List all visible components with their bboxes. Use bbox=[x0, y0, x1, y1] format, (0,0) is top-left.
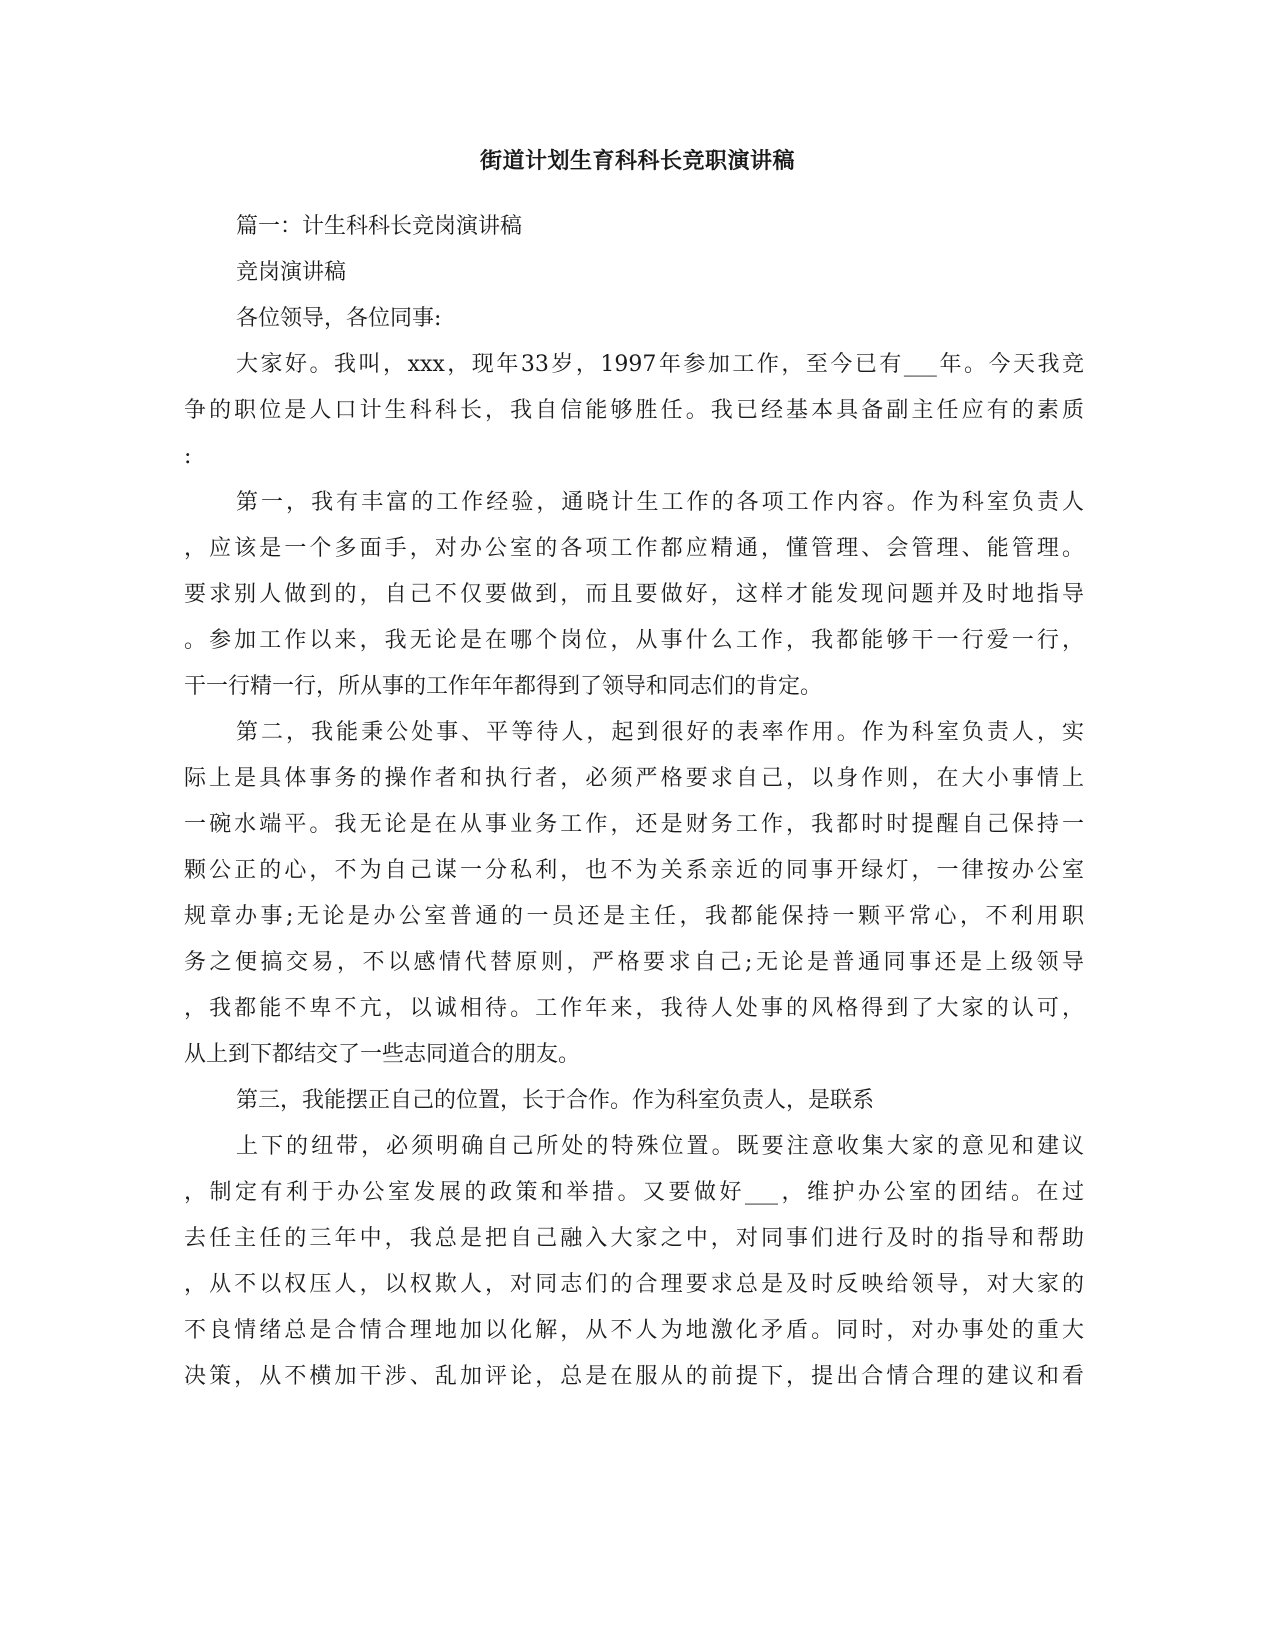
text-line: 。参加工作以来，我无论是在哪个岗位，从事什么工作，我都能够干一行爱一行， bbox=[184, 628, 1084, 653]
text-line: 规章办事;无论是办公室普通的一员还是主任，我都能保持一颗平常心，不利用职 bbox=[184, 904, 1084, 929]
salutation: 各位领导，各位同事: bbox=[236, 306, 442, 331]
text-line: 一碗水端平。我无论是在从事业务工作，还是财务工作，我都时时提醒自己保持一 bbox=[184, 812, 1084, 837]
document-title: 街道计划生育科科长竞职演讲稿 bbox=[479, 148, 795, 174]
text-line: 去任主任的三年中，我总是把自己融入大家之中，对同事们进行及时的指导和帮助 bbox=[184, 1226, 1084, 1251]
text-line: 决策，从不横加干涉、乱加评论，总是在服从的前提下，提出合情合理的建议和看 bbox=[184, 1364, 1084, 1389]
text-line: ，应该是一个多面手，对办公室的各项工作都应精通，懂管理、会管理、能管理。 bbox=[184, 536, 1084, 561]
text-line: ，制定有利于办公室发展的政策和举措。又要做好___，维护办公室的团结。在过 bbox=[184, 1180, 1084, 1205]
text-line: 大家好。我叫，xxx，现年33岁，1997年参加工作，至今已有___年。今天我竞 bbox=[236, 352, 1084, 377]
text-line: 不良情绪总是合情合理地加以化解，从不人为地激化矛盾。同时，对办事处的重大 bbox=[184, 1318, 1084, 1343]
text-line: : bbox=[184, 444, 192, 469]
text-line: 际上是具体事务的操作者和执行者，必须严格要求自己，以身作则，在大小事情上 bbox=[184, 766, 1084, 791]
text-line: ，从不以权压人，以权欺人，对同志们的合理要求总是及时反映给领导，对大家的 bbox=[184, 1272, 1084, 1297]
text-line: 要求别人做到的，自己不仅要做到，而且要做好，这样才能发现问题并及时地指导 bbox=[184, 582, 1084, 607]
text-line: 第三，我能摆正自己的位置，长于合作。作为科室负责人，是联系 bbox=[236, 1088, 875, 1113]
text-line: 干一行精一行，所从事的工作年年都得到了领导和同志们的肯定。 bbox=[184, 674, 823, 699]
text-line: 第一，我有丰富的工作经验，通晓计生工作的各项工作内容。作为科室负责人 bbox=[236, 490, 1084, 515]
text-line: 务之便搞交易，不以感情代替原则，严格要求自己;无论是普通同事还是上级领导 bbox=[184, 950, 1084, 975]
section-heading: 篇一：计生科科长竞岗演讲稿 bbox=[236, 214, 523, 239]
text-line: 第二，我能秉公处事、平等待人，起到很好的表率作用。作为科室负责人，实 bbox=[236, 720, 1084, 745]
text-line: 上下的纽带，必须明确自己所处的特殊位置。既要注意收集大家的意见和建议 bbox=[236, 1134, 1084, 1159]
text-line: 颗公正的心，不为自己谋一分私利，也不为关系亲近的同事开绿灯，一律按办公室 bbox=[184, 858, 1084, 883]
text-line: ，我都能不卑不亢，以诚相待。工作年来，我待人处事的风格得到了大家的认可， bbox=[184, 996, 1084, 1021]
text-line: 争的职位是人口计生科科长，我自信能够胜任。我已经基本具备副主任应有的素质 bbox=[184, 398, 1084, 423]
text-line: 从上到下都结交了一些志同道合的朋友。 bbox=[184, 1042, 581, 1067]
subheading: 竞岗演讲稿 bbox=[236, 260, 347, 285]
